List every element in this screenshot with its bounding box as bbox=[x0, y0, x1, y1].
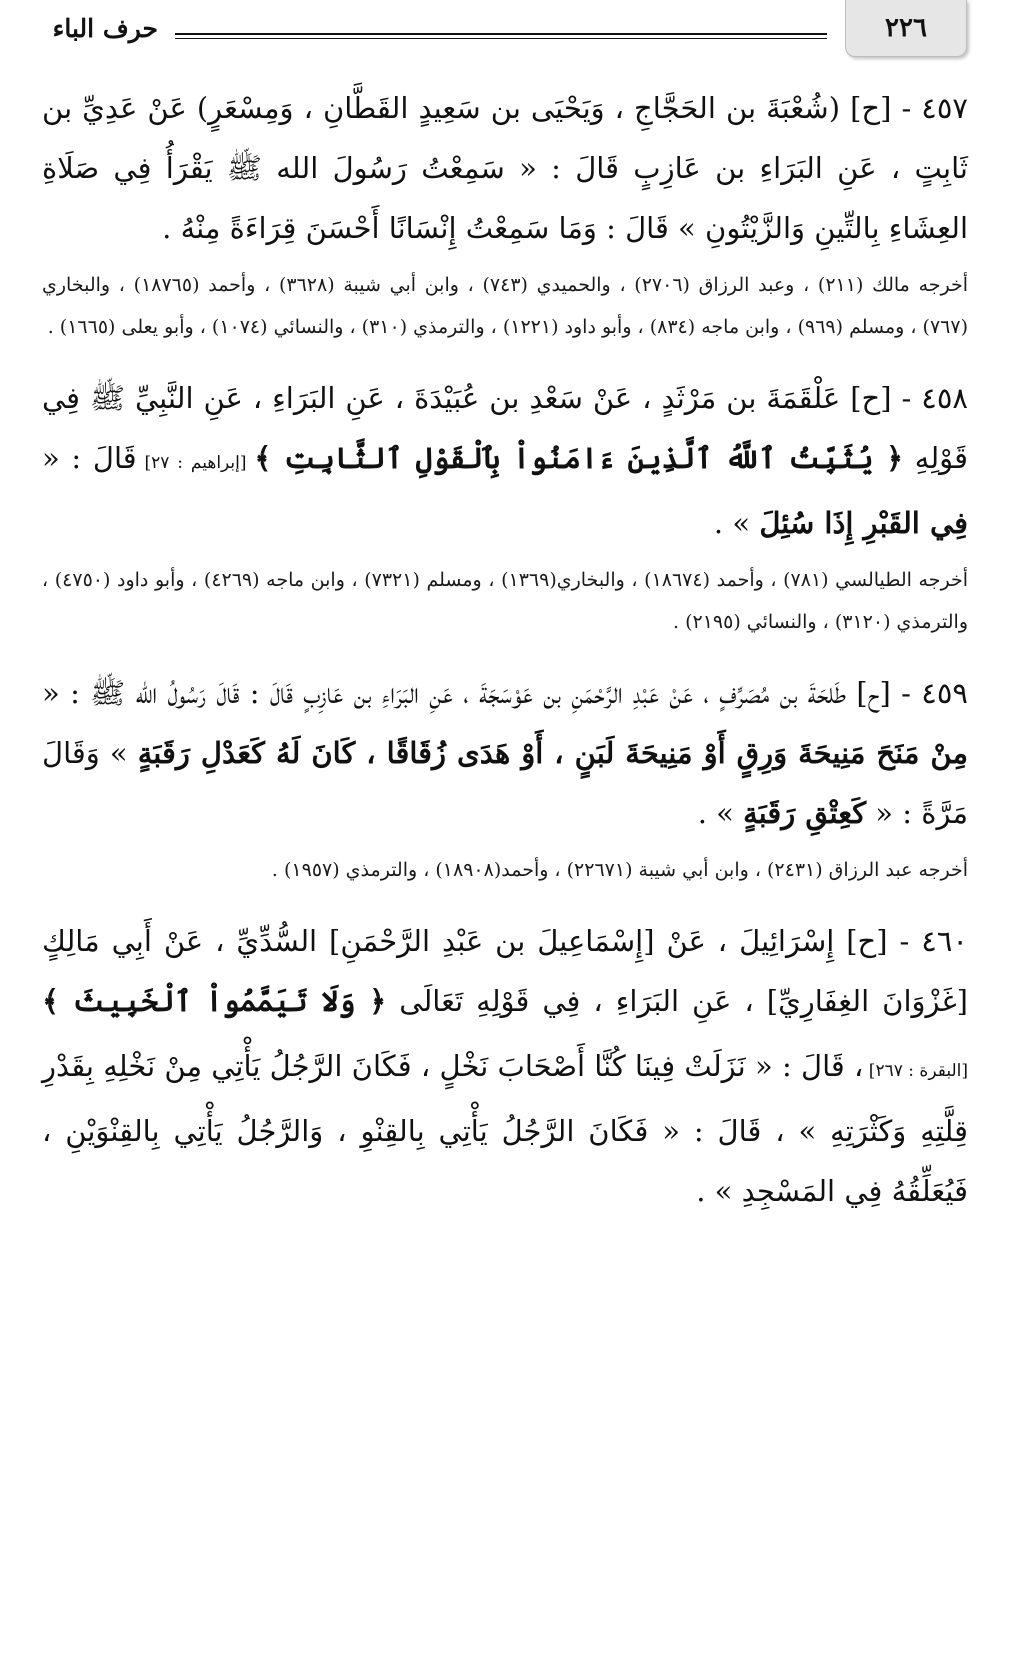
hadith-459 bbox=[42, 663, 968, 891]
hadith-body: - [ح] (شُعْبَةَ بن الحَجَّاجِ ، وَيَحْيَى بن سَعِيدٍ القَطَّانِ ، وَمِسْعَرٍ) عَنْ عَدِيِّ بن ثَابِتٍ ، عَنِ البَرَاءِ بن عَازِبٍ قَالَ : « سَمِعْتُ رَسُولَ الله ﷺ يَقْرَأُ فِي صَلَاةِ العِشَاءِ بِالتِّينِ وَالزَّيْتُونِ » قَالَ : وَمَا سَمِعْتُ إِنْسَانًا أَحْسَنَ قِرَاءَةً مِنْهُ . bbox=[42, 91, 968, 245]
hadith-460 bbox=[42, 911, 968, 1221]
surah-reference: [إبراهيم : ٢٧] bbox=[136, 453, 255, 473]
hadith-body-cont: قَالَ : « bbox=[42, 441, 137, 475]
header-rule bbox=[175, 33, 827, 39]
hadith-458 bbox=[42, 368, 968, 643]
hadith-number: ٤٦٠ bbox=[921, 924, 968, 958]
prophetic-saying: فِي القَبْرِ إِذَا سُئِلَ bbox=[759, 506, 968, 540]
takhrij-note: أخرجه مالك (٢١١) ، وعبد الرزاق (٢٧٠٦) ، والحميدي (٧٤٣) ، وابن أبي شيبة (٣٦٢٨) ، وأحمد (١٨٧٦٥) ، والبخاري (٧٦٧) ، ومسلم (٩٦٩) ، وابن ماجه (٨٣٤) ، وأبو داود (١٢٢١) ، والترمذي (٣١٠) ، والنسائي (١٠٧٤) ، وأبو يعلى (١٦٦٥) . bbox=[42, 274, 969, 338]
running-title: حرف الباء bbox=[52, 14, 158, 43]
hadith-body: - [ح] إِسْرَائِيلَ ، عَنْ [إِسْمَاعِيلَ بن عَبْدِ الرَّحْمَنِ] السُّدِّيِّ ، عَنْ أَبِي مَالِكٍ [غَزْوَانَ الغِفَارِيِّ] ، عَنِ البَرَاءِ ، فِي قَوْلِهِ تَعَالَى bbox=[42, 924, 968, 1018]
quran-verse: ﴿ يُثَبِّتُ ٱللَّهُ ٱلَّذِينَ ءَامَنُواْ بِٱلْقَوْلِ ٱلثَّابِتِ ﴾ bbox=[254, 441, 904, 475]
page-number: ٢٢٦ bbox=[845, 0, 967, 57]
surah-reference: [البقرة : ٢٦٧] bbox=[863, 1061, 968, 1081]
hadith-body: - [ح] طَلحَةَ بن مُصَرِّفٍ ، عَنْ عَبْدِ الرَّحْمَنِ بن عَوْسَجَةَ ، عَنِ البَرَاءِ بن عَازِبٍ قَالَ : قَالَ رَسُولُ الله ﷺ : « bbox=[42, 676, 922, 710]
hadith-body-cont: » وَقَالَ مَرَّةً : « bbox=[42, 736, 968, 830]
hadith-body-end: » . bbox=[713, 506, 760, 540]
hadith-number: ٤٥٧ bbox=[921, 91, 968, 125]
prophetic-saying-alt: كَعِتْقِ رَقَبَةٍ bbox=[743, 796, 867, 830]
hadith-body: - [ح] عَلْقَمَةَ بن مَرْثَدٍ ، عَنْ سَعْدِ بن عُبَيْدَةَ ، عَنِ البَرَاءِ ، عَنِ النَّبِيِّ ﷺ فِي قَوْلِهِ bbox=[42, 381, 969, 475]
quran-verse: ﴿ وَلَا تَيَمَّمُواْ ٱلْخَبِيثَ ﴾ bbox=[42, 984, 387, 1018]
hadith-text bbox=[42, 911, 968, 1221]
hadith-text bbox=[42, 663, 968, 843]
takhrij-note: أخرجه عبد الرزاق (٢٤٣١) ، وابن أبي شيبة (٢٢٦٧١) ، وأحمد(١٨٩٠٨) ، والترمذي (١٩٥٧) . bbox=[271, 859, 968, 881]
takhrij-note: أخرجه الطيالسي (٧٨١) ، وأحمد (١٨٦٧٤) ، والبخاري(١٣٦٩) ، ومسلم (٧٣٢١) ، وابن ماجه (٤٢٦٩) ، وأبو داود (٤٧٥٠) ، والترمذي (٣١٢٠) ، والنسائي (٢١٩٥) . bbox=[42, 569, 968, 633]
hadith-number: ٤٥٨ bbox=[921, 381, 968, 415]
page-header bbox=[0, 0, 1010, 70]
hadith-text bbox=[42, 78, 968, 258]
hadith-body-cont: ، قَالَ : « نَزَلَتْ فِينَا كُنَّا أَصْحَابَ نَخْلٍ ، فَكَانَ الرَّجُلُ يَأْتِي مِنْ نَخْلِهِ بِقَدْرِ قِلَّتِهِ وَكَثْرَتِهِ » ، قَالَ : « فَكَانَ الرَّجُلُ يَأْتِي بِالقِنْوِ ، وَالرَّجُلُ يَأْتِي بِالقِنْوَيْنِ ، فَيُعَلِّقُهُ فِي المَسْجِدِ » . bbox=[42, 1049, 968, 1208]
hadith-457 bbox=[42, 78, 968, 348]
hadith-body-end: » . bbox=[697, 796, 744, 830]
prophetic-saying: مِنْ مَنَحَ مَنِيحَةَ وَرِقٍ أَوْ مَنِيحَةَ لَبَنٍ ، أَوْ هَدَى زُقَاقًا ، كَانَ لَهُ كَعَدْلِ رَقَبَةٍ bbox=[137, 736, 969, 770]
page-content bbox=[42, 78, 968, 1221]
hadith-number: ٤٥٩ bbox=[921, 676, 968, 710]
hadith-text bbox=[42, 368, 968, 553]
